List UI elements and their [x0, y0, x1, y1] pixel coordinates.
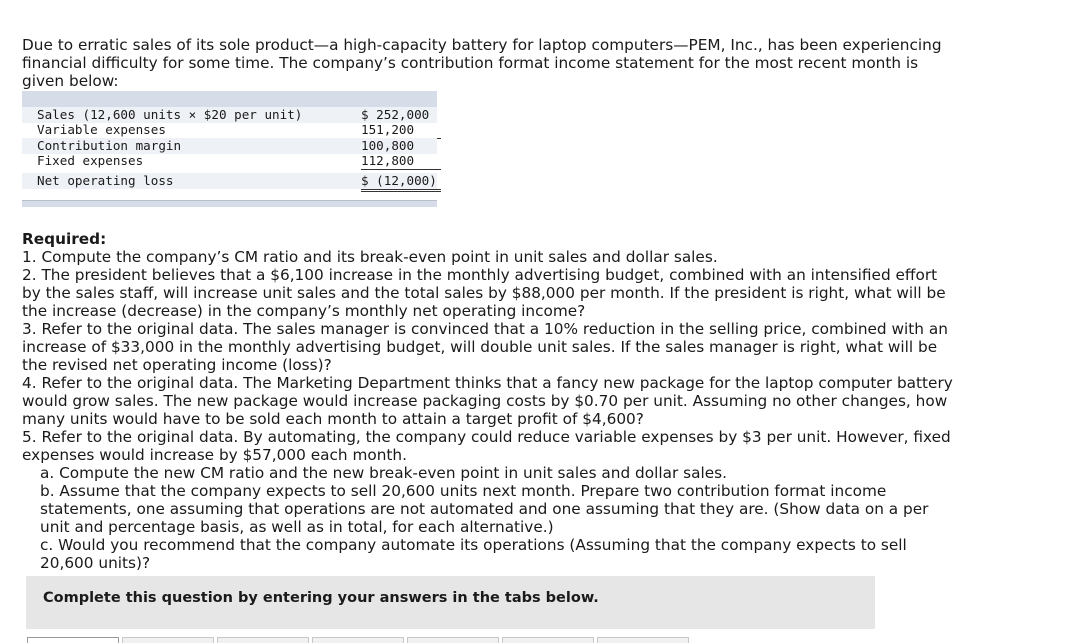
table-body: [22, 107, 437, 199]
answer-tab-2[interactable]: [122, 637, 214, 643]
row-value: $ (12,000): [361, 173, 441, 192]
required-item-5: 5. Refer to the original data. By automating, the company could reduce variable expenses by $3 per unit. However, fixed expenses would increase by $57,000 each month.: [22, 428, 951, 464]
row-label: Contribution margin: [37, 138, 182, 153]
answer-tab-1[interactable]: [27, 637, 119, 643]
complete-prompt: Complete this question by entering your answers in the tabs below.: [43, 590, 599, 606]
required-heading: Required:: [22, 230, 107, 248]
row-value: 100,800: [361, 138, 415, 153]
intro-paragraph: Due to erratic sales of its sole product—a high-capacity battery for laptop computers—PEM, Inc., has been experiencing financial difficulty for some time. The company’s contribution format income statement for the most recent month is given below:: [22, 36, 942, 90]
table-row-fixed-expenses: [22, 153, 437, 169]
answer-tab-4[interactable]: [312, 637, 404, 643]
instructions-banner: [26, 576, 875, 629]
row-label: Variable expenses: [37, 122, 166, 137]
table-row-contribution-margin: [22, 138, 437, 154]
required-item-1: 1. Compute the company’s CM ratio and its break-even point in unit sales and dollar sales.: [22, 248, 718, 266]
table-header-bar: [22, 91, 437, 107]
required-section: [22, 230, 957, 572]
required-subitem-a: a. Compute the new CM ratio and the new break-even point in unit sales and dollar sales.: [40, 464, 727, 482]
required-subitem-b: b. Assume that the company expects to sell 20,600 units next month. Prepare two contribution format income statements, one assuming that operations are not automated and one assuming that they are. (Show data on a per unit and percentage basis, as well as in total, for each alternative.): [40, 482, 929, 536]
row-label: Net operating loss: [37, 173, 174, 188]
table-row-sales: [22, 107, 437, 123]
income-statement-table: [22, 91, 437, 207]
row-value: 112,800: [361, 153, 441, 170]
answer-tab-5[interactable]: [407, 637, 499, 643]
answer-tab-6[interactable]: [502, 637, 594, 643]
required-item-3: 3. Refer to the original data. The sales manager is convinced that a 10% reduction in the selling price, combined with an increase of $33,000 in the monthly advertising budget, will double unit sales. If the sales manager is right, what will be the revised net operating income (loss)?: [22, 320, 948, 374]
answer-tab-7[interactable]: [597, 637, 689, 643]
row-value: $ 252,000: [361, 107, 430, 122]
required-item-2: 2. The president believes that a $6,100 increase in the monthly advertising budget, combined with an intensified effort by the sales staff, will increase unit sales and the total sales by $88,000 per month. If the president is right, what will be the increase (decrease) in the company’s monthly net operating income?: [22, 266, 946, 320]
required-subitem-c: c. Would you recommend that the company automate its operations (Assuming that the company expects to sell 20,600 units)?: [40, 536, 907, 572]
table-row-net-operating-loss: [22, 173, 437, 189]
row-value: 151,200: [361, 122, 441, 139]
row-label: Sales (12,600 units × $20 per unit): [37, 107, 303, 122]
table-row-variable-expenses: [22, 122, 437, 138]
required-item-4: 4. Refer to the original data. The Marketing Department thinks that a fancy new package for the laptop computer battery would grow sales. The new package would increase packaging costs by $0.70 per unit. Assuming no other changes, how many units would have to be sold each month to attain a target profit of $4,600?: [22, 374, 953, 428]
answer-tab-3[interactable]: [217, 637, 309, 643]
table-scrollbar[interactable]: [22, 200, 437, 207]
row-label: Fixed expenses: [37, 153, 144, 168]
